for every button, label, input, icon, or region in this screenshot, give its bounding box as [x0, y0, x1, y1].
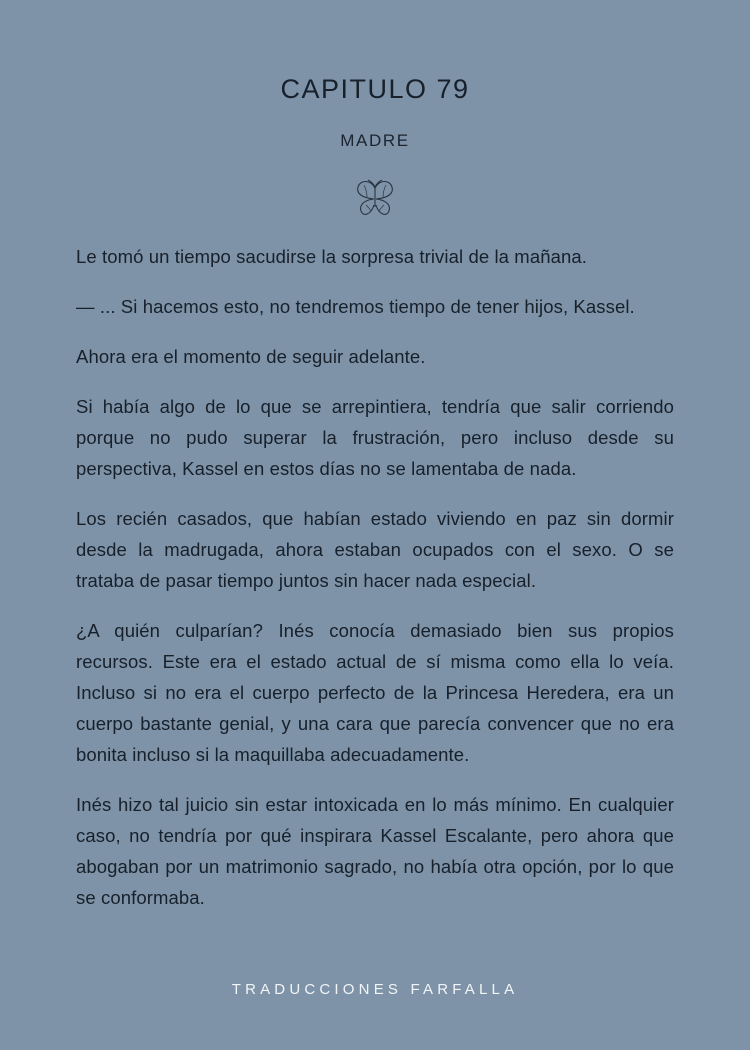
page-title: CAPITULO 79: [280, 74, 470, 104]
butterfly-ornament-icon: [76, 177, 674, 225]
paragraph: Inés hizo tal juicio sin estar intoxicada en lo más mínimo. En cualquier caso, no tendría por qué inspirara Kassel Escalante, pero ahora que abogaban por un matrimonio sagrado, no había otra opción, por lo que se conformaba.: [76, 794, 674, 908]
paragraph: Los recién casados, que habían estado viviendo en paz sin dormir desde la madrugada, ahora estaban ocupados con el sexo. O se trataba de pasar tiempo juntos sin hacer nada especial.: [76, 508, 674, 591]
paragraph: Si había algo de lo que se arrepintiera, tendría que salir corriendo porque no pudo superar la frustración, pero incluso desde su perspectiva, Kassel en estos días no se lamentaba de nada.: [76, 396, 674, 479]
paragraph: — ... Si hacemos esto, no tendremos tiempo de tener hijos, Kassel.: [76, 296, 635, 317]
paragraph: Le tomó un tiempo sacudirse la sorpresa trivial de la mañana.: [76, 246, 588, 267]
footer-watermark: TRADUCCIONES FARFALLA: [231, 981, 519, 998]
chapter-subtitle: MADRE: [340, 131, 410, 150]
chapter-body: [76, 241, 674, 913]
paragraph: ¿A quién culparían? Inés conocía demasiado bien sus propios recursos. Este era el estado actual de sí misma como ella lo veía. Incluso si no era el cuerpo perfecto de la Princesa Heredera, era un cuerpo bastante genial, y una cara que parecía convencer que no era bonita incluso si la maquillaba adecuadamente.: [76, 620, 674, 765]
paragraph: Ahora era el momento de seguir adelante.: [76, 346, 426, 367]
